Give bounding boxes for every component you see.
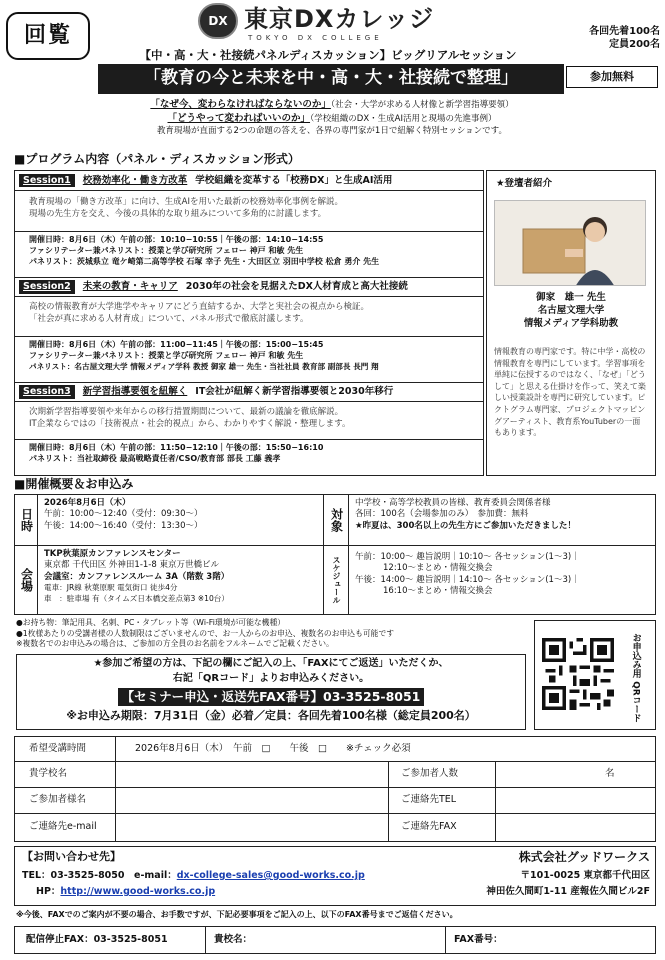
- session-1-desc-line: 現場の先生方を交え、今後の具体的な取り組みについて多角的に討議します。: [29, 208, 327, 219]
- session-1-tag: Session1: [19, 174, 75, 188]
- session-3-topic: 新学習指導要領を紐解く: [82, 386, 188, 398]
- optout-fax-field[interactable]: [510, 928, 654, 952]
- speaker-name: 御家 雄一 先生: [536, 292, 606, 303]
- schedule-label: スケジュール: [323, 545, 349, 615]
- lead-summary: 教育現場が直面する2つの命題の答えを、各界の専門家が1日で紐解く特別セッションです。: [157, 125, 507, 136]
- fax-field[interactable]: [496, 814, 656, 841]
- fax-label: ご連絡先FAX: [401, 821, 457, 832]
- company-name: 株式会社グッドワークス: [518, 850, 650, 864]
- contact-tel: TEL：03-3525-8050 e-mail：: [22, 870, 177, 881]
- target-info: [348, 494, 656, 546]
- session-2-desc-line: 高校の情報教育が大学進学やキャリアにどう直結するか、大学と実社会の視点から検証。: [29, 302, 370, 312]
- target-label: 対象: [323, 494, 349, 546]
- note-item: ●お持ち物：筆記用具、名刺、PC・タブレット等（Wi-Fi環境が可能な機種）: [16, 618, 286, 627]
- session-1-time: 開催日時：8月6日（木）午前の部：10:10−10:55｜午後の部：14:10−14:55: [29, 235, 324, 244]
- session-2-panelists: パネリスト：名古屋文理大学 情報メディア学科 教授 御家 雄一 先生・当社社員 教育部 副部長 長門 翔: [29, 361, 379, 371]
- venue-car: 車 ：駐車場 有（タイムズ日本橋交差点第3 ※10台）: [44, 593, 229, 603]
- session-2-meta: [15, 336, 483, 375]
- session-2-desc-line: 「社会が真に求める人材育成」について、パネル形式で徹底討議します。: [29, 313, 309, 324]
- venue-train: 電車：JR線 秋葉原駅 電気街口 徒歩4分: [44, 583, 178, 593]
- outline-heading: ■開催概要＆お申込み: [14, 477, 134, 491]
- form-row-school: [14, 762, 656, 788]
- speaker-heading: ★登壇者紹介: [496, 178, 553, 189]
- lead-question-2-note: （学校組織のDX・生成AI活用と現場の先進事例）: [310, 113, 497, 124]
- date-label: 日時: [14, 494, 38, 546]
- session-3-tag: Session3: [19, 385, 75, 399]
- application-form: [14, 736, 656, 842]
- target-highlight: ★昨夏は、300名以上の先生方にご参加いただきました！: [355, 520, 576, 531]
- form-row-name: [14, 788, 656, 814]
- session-1-description: [29, 197, 479, 221]
- event-subtitle: 【中・高・大・社接続パネルディスカッション】ビッグリアルセッション: [139, 48, 517, 62]
- session-2-title: 2030年の社会を見据えたDX人材育成と高大社接続: [185, 281, 408, 293]
- venue-room: 会議室：カンファレンスルーム 3A（階数 3階）: [44, 571, 230, 582]
- contact-email-link[interactable]: dx-college-sales@good-works.co.jp: [176, 870, 365, 881]
- event-title: 「教育の今と未来を中・高・大・社接続で整理」: [98, 64, 564, 94]
- schedule-info: [348, 545, 656, 615]
- contact-hp: [22, 886, 215, 898]
- people-field[interactable]: [496, 762, 616, 787]
- circulate-stamp: 回覧: [6, 12, 90, 60]
- session-1-panelists: パネリスト：茨城県立 竜ケ崎第二高等学校 石塚 幸子 先生・大田区立 羽田中学校 松倉 勇介 先生: [29, 256, 380, 266]
- session-3-meta: [15, 439, 483, 468]
- company-address-1: 〒101-0025 東京都千代田区: [520, 870, 650, 881]
- name-label: ご参加者様名: [29, 794, 87, 805]
- school-field[interactable]: [116, 762, 388, 787]
- lead-question-1: 「なぜ今、変わらなければならないのか」: [150, 99, 331, 110]
- email-label: ご連絡先e-mail: [29, 821, 97, 832]
- date-day: 2026年8月6日（木）: [44, 498, 131, 508]
- school-label: 貴学校名: [29, 768, 68, 779]
- lead-text: [100, 98, 564, 144]
- logo-text: 東京DXカレッジ: [244, 5, 435, 33]
- note-item: ※複数名でのお申込みの場合は、ご参加の方全員のお名前をフルネームでご記載ください。: [16, 639, 334, 649]
- qr-code[interactable]: [542, 638, 614, 710]
- lead-question-2: 「どうやって変わればいいのか」: [167, 112, 311, 124]
- fax-instruction-2: 右記「QRコード」よりお申込みください。: [172, 673, 370, 684]
- session-1-title: 学校組織を変革する「校務DX」と生成AI活用: [195, 174, 393, 186]
- venue-label: 会場: [14, 545, 38, 615]
- fax-instruction-1: ★参加ご希望の方は、下記の欄にご記入の上、「FAXにてご返送」いただくか、: [93, 658, 449, 669]
- people-label: ご参加者人数: [401, 768, 459, 779]
- session-2-topic: 未来の教育・キャリア: [82, 281, 178, 293]
- session-2-description: [29, 302, 479, 326]
- schedule-afternoon-end: 16:10～まとめ・情報交換会: [383, 586, 493, 597]
- optout-school-label: 貴校名：: [214, 934, 253, 945]
- qr-label: お申込み用 QRコード: [630, 633, 641, 723]
- program-heading: ■プログラム内容（パネル・ディスカッション形式）: [14, 152, 300, 166]
- logo-badge: DX: [198, 3, 238, 39]
- logo-subtext: TOKYO DX COLLEGE: [248, 34, 383, 42]
- capacity-label: [560, 26, 660, 51]
- date-afternoon: 午後：14:00～16:40（受付：13:30～）: [44, 520, 203, 531]
- capacity-per-session: 各回先着100名: [589, 26, 660, 37]
- venue-address: 東京都 千代田区 外神田1-1-8 東京万世橋ビル: [44, 560, 219, 571]
- program-box: [14, 170, 484, 476]
- hp-link[interactable]: http://www.good-works.co.jp: [60, 886, 216, 897]
- schedule-morning: 午前：10:00～ 趣旨説明｜10:10～ 各セッション(1～3)｜: [355, 552, 580, 562]
- form-row-time: [14, 736, 656, 762]
- schedule-morning-end: 12:10～まとめ・情報交換会: [383, 563, 493, 574]
- fax-number: 【セミナー申込・返送先FAX番号】03-3525-8051: [118, 688, 424, 706]
- date-info: [37, 494, 324, 546]
- session-1-facilitator: ファシリテーター兼パネリスト：授業と学び研究所 フェロー 神戸 和敏 先生: [29, 245, 304, 255]
- outline-table: [14, 494, 656, 614]
- lead-question-1-note: （社会・大学が求める人材像と新学習指導要領）: [330, 100, 514, 110]
- session-3-header: [15, 382, 483, 402]
- venue-name: TKP秋葉原カンファレンスセンター: [44, 549, 181, 559]
- email-field[interactable]: [116, 814, 388, 841]
- speaker-photo: [494, 200, 646, 286]
- form-row-email: [14, 814, 656, 842]
- contact-heading: 【お問い合わせ先】: [22, 850, 121, 863]
- schedule-afternoon: 午後：14:00～ 趣旨説明｜14:10～ 各セッション(1～3)｜: [355, 574, 580, 585]
- date-morning: 午前：10:00～12:40（受付：09:30～）: [44, 509, 203, 520]
- target-capacity: 各回：100名（会場参加のみ） 参加費：無料: [355, 509, 529, 520]
- session-3-panelists: パネリスト：当社取締役 最高戦略責任者/CSO/教育部 部長 工藤 義孝: [29, 453, 281, 463]
- tel-label: ご連絡先TEL: [401, 794, 457, 805]
- session-1-desc-line: 教育現場の「働き方改革」に向け、生成AIを用いた最新の校務効率化事例を解説。: [29, 197, 343, 207]
- session-3-title: IT会社が紐解く新学習指導要領と2030年移行: [195, 386, 394, 398]
- speaker-bio: 情報教育の専門家です。特に中学・高校の情報教育を専門にしています。学習事項を単純に伝授するのではなく、「なぜ」「どうして」と思える仕掛けを作って、笑えて楽しい授業設計を専門に研究しています。ピクトグラム専門家、プロジェクトマッピングアーティスト、教育系YouTuberの一面もあります。: [494, 347, 646, 438]
- optout-fax: 配信停止FAX：03-3525-8051: [26, 934, 168, 945]
- session-1-topic: 校務効率化・働き方改革: [82, 174, 188, 186]
- session-1-header: [15, 171, 483, 191]
- hp-label: HP：: [36, 886, 61, 897]
- optout-fax-label: FAX番号：: [454, 934, 503, 945]
- optout-note: ※今後、FAXでのご案内が不要の場合、お手数ですが、下記必要事項をご記入の上、以下のFAX番号までご返信ください。: [16, 910, 458, 919]
- session-2-header: [15, 277, 483, 297]
- session-2-tag: Session2: [19, 280, 75, 294]
- notes: [16, 618, 528, 650]
- application-deadline: ※お申込み期限：7月31日（金）必着／定員：各回先着100名様（総定員200名）: [66, 709, 476, 722]
- session-3-time: 開催日時：8月6日（木）午前の部：11:50−12:10｜午後の部：15:50−16:10: [29, 443, 324, 452]
- target-audience: 中学校・高等学校教員の皆様、教育委員会関係者様: [355, 498, 551, 508]
- note-item: ●1枚様あたりの受講者様の人数制限はございませんので、お一人からのお申込、複数名のお申込も可能です: [16, 628, 395, 638]
- session-1-meta: [15, 231, 483, 270]
- company-address-2: 神田佐久間町1-11 産報佐久間ビル2F: [486, 886, 650, 897]
- session-3-description: [29, 407, 479, 431]
- time-options[interactable]: 2026年8月6日（木） 午前 □ 午後 □ ※チェック必須: [135, 743, 411, 754]
- session-2-time: 開催日時：8月6日（木）午前の部：11:00−11:45｜午後の部：15:00−15:45: [29, 340, 324, 349]
- optout-school-field[interactable]: [260, 928, 428, 952]
- speaker-org: 名古屋文理大学: [537, 304, 605, 316]
- time-label: 希望受講時間: [29, 743, 87, 754]
- name-field[interactable]: [116, 788, 388, 813]
- contact-tel-email: [22, 870, 365, 882]
- capacity-total: 定員200名: [609, 38, 660, 50]
- session-3-desc-line: 次期新学習指導要領や来年からの移行措置期間について、最新の議論を徹底解説。: [29, 407, 344, 417]
- session-2-facilitator: ファシリテーター兼パネリスト：授業と学び研究所 フェロー 神戸 和敏 先生: [29, 350, 304, 360]
- venue-info: [37, 545, 324, 615]
- tel-field[interactable]: [496, 788, 656, 813]
- free-badge: 参加無料: [566, 66, 658, 88]
- speaker-dept: 情報メディア学科助教: [523, 317, 619, 329]
- speaker-name-block: [486, 292, 656, 330]
- people-unit: 名: [605, 768, 615, 779]
- session-3-desc-line: IT企業ならではの「技術視点・社会的視点」から、わかりやすく解説・整理します。: [29, 418, 351, 429]
